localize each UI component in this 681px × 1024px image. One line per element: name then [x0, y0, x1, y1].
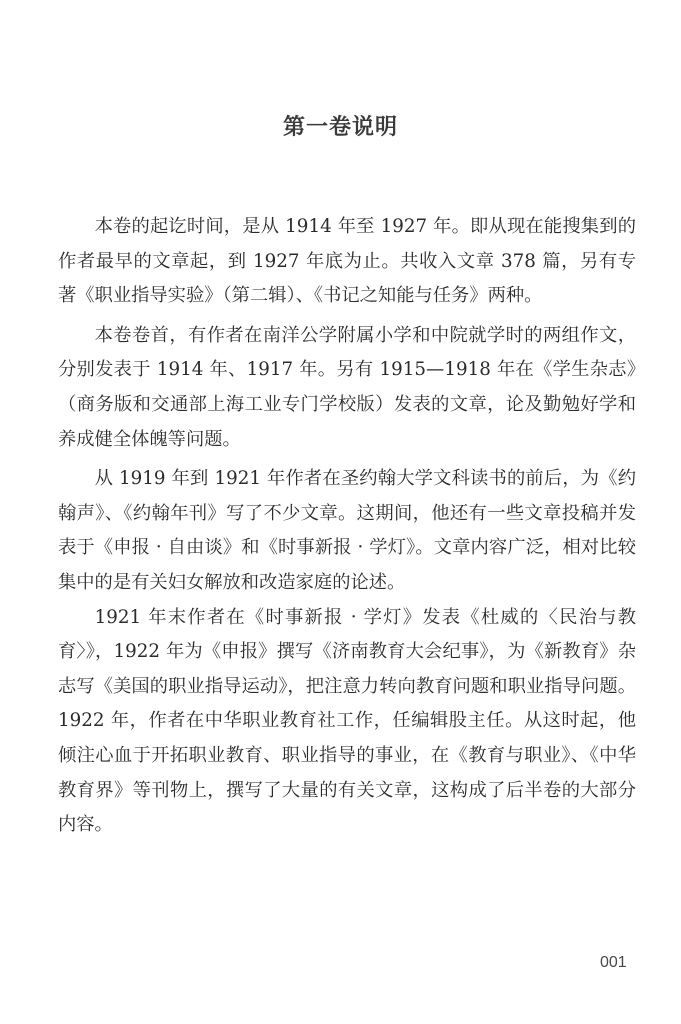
body-text	[58, 210, 636, 848]
paragraph: 本卷的起讫时间，是从 1914 年至 1927 年。即从现在能搜集到的作者最早的文章起，到 1927 年底为止。共收入文章 378 篇，另有专著《职业指导实验》（第二辑）、《书记之知能与任务》两种。	[58, 216, 636, 307]
page-title: 第一卷说明	[282, 115, 398, 140]
paragraph: 本卷卷首，有作者在南洋公学附属小学和中院就学时的两组作文，分别发表于 1914 年、1917 年。另有 1915—1918 年在《学生杂志》（商务版和交通部上海工业专门学校版）发表的文章，论及勤勉好学和养成健全体魄等问题。	[58, 324, 636, 450]
paragraph: 1921 年末作者在《时事新报 · 学灯》发表《杜威的〈民治与教育〉》，1922 年为《申报》撰写《济南教育大会纪事》，为《新教育》杂志写《美国的职业指导运动》，把注意力转向教育问题和职业指导问题。1922 年，作者在中华职业教育社工作，任编辑股主任。从这时起，他倾注心血于开拓职业教育、职业指导的事业，在《教育与职业》、《中华教育界》等刊物上，撰写了大量的有关文章，这构成了后半卷的大部分内容。	[58, 606, 636, 836]
paragraph: 从 1919 年到 1921 年作者在圣约翰大学文科读书的前后，为《约翰声》、《约翰年刊》写了不少文章。这期间，他还有一些文章投稿并发表于《申报 · 自由谈》和《时事新报 · 学灯》。文章内容广泛，相对比较集中的是有关妇女解放和改造家庭的论述。	[58, 468, 636, 593]
page-number: 001	[600, 954, 627, 971]
